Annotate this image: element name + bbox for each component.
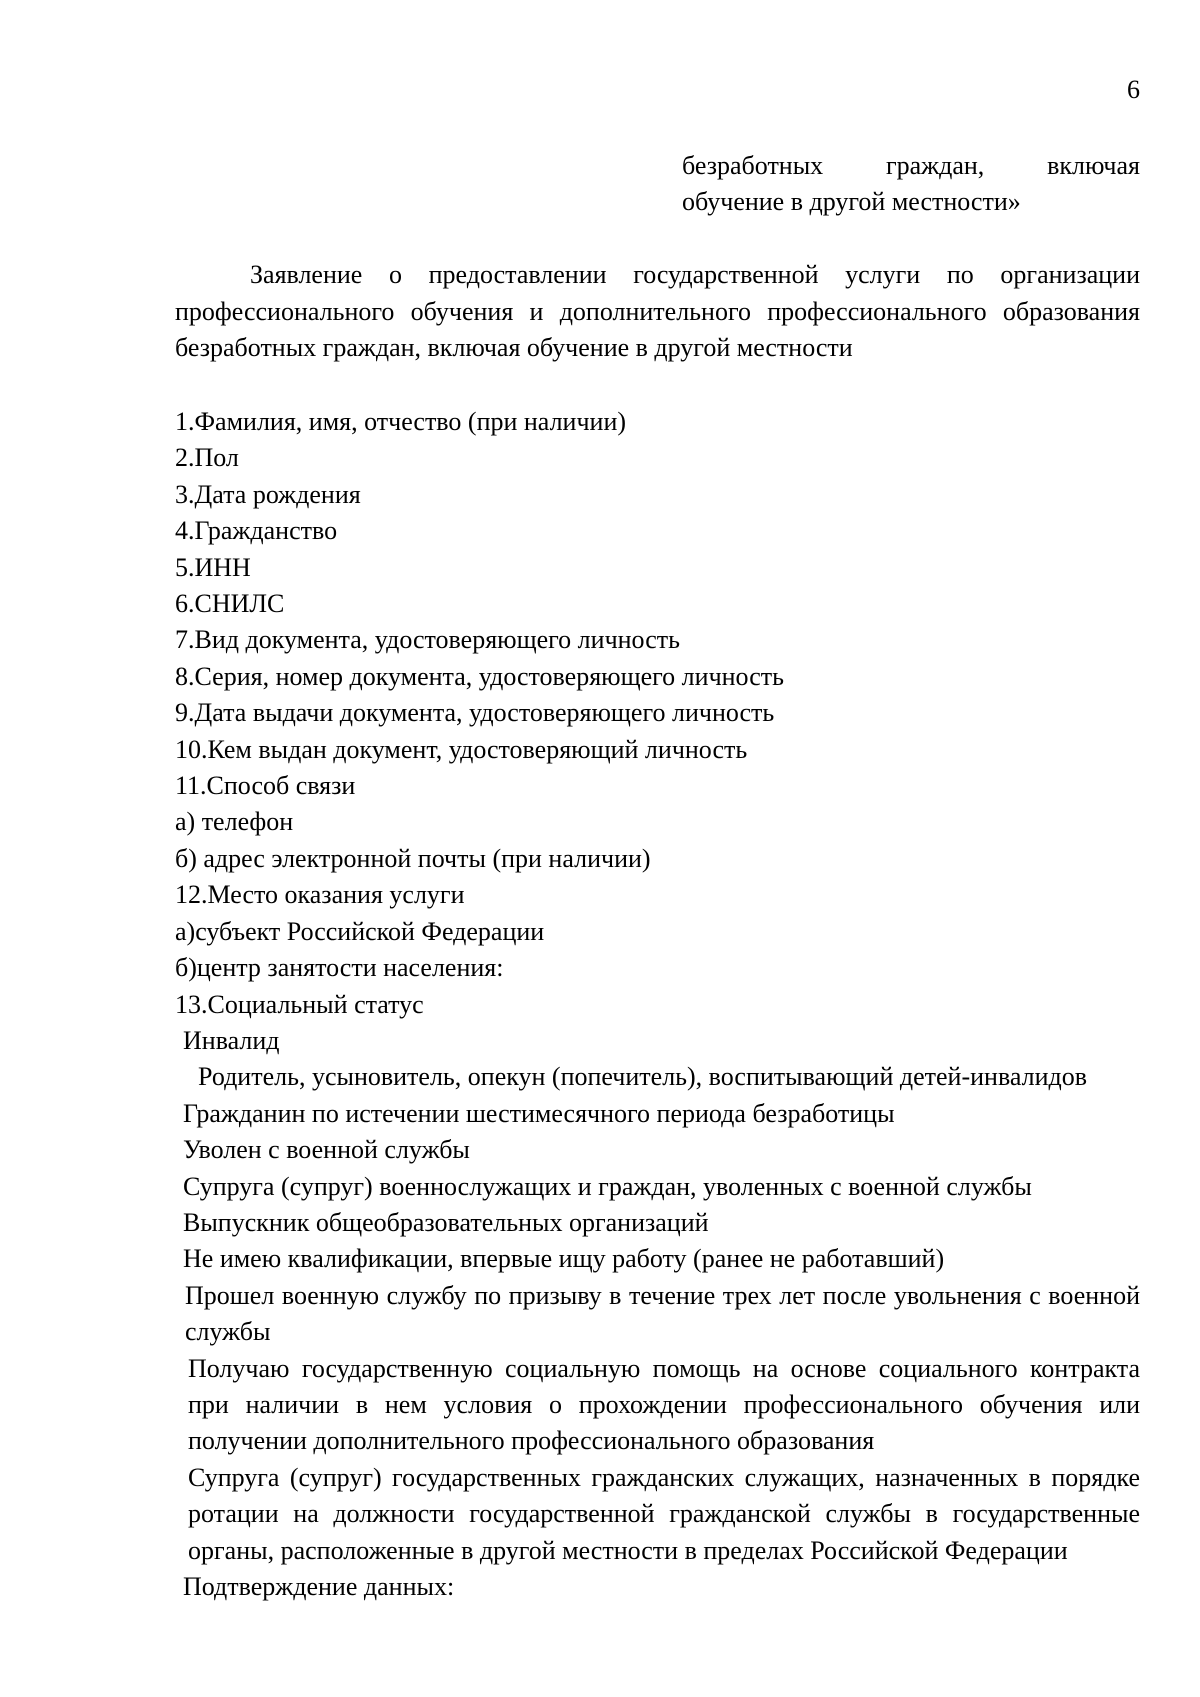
page-number: 6 [1127,75,1140,104]
status-social-contract: Получаю государственную социальную помощь на основе социального контракта при наличии в нем условия о прохождении профессионального обучения или получении дополнительного профессионального образования [188,1353,1140,1456]
field-federal-subject: а)субъект Российской Федерации [175,916,545,946]
field-citizenship: 4.Гражданство [175,516,338,546]
field-social-status: 13.Социальный статус [175,989,424,1019]
field-id-document-issuer: 10.Кем выдан документ, удостоверяющий личность [175,734,748,764]
header-line-2: обучение в другой местности» [682,187,1021,216]
status-no-qualification: Не имею квалификации, впервые ищу работу (ранее не работавший) [183,1244,945,1274]
document-header [682,148,1140,220]
field-phone: а) телефон [175,807,294,837]
field-snils: 6.СНИЛС [175,589,285,619]
field-employment-center: б)центр занятости населения: [175,953,504,983]
status-school-graduate: Выпускник общеобразовательных организаций [183,1207,709,1237]
application-fields [175,404,1140,1605]
field-contact-method: 11.Способ связи [175,771,356,801]
field-id-document-type: 7.Вид документа, удостоверяющего личность [175,625,680,655]
header-word: включая [1047,151,1140,180]
field-full-name: 1.Фамилия, имя, отчество (при наличии) [175,407,627,436]
status-disabled: Инвалид [183,1025,280,1055]
data-confirmation: Подтверждение данных: [183,1572,455,1601]
field-id-document-number: 8.Серия, номер документа, удостоверяющего личность [175,661,784,691]
status-military-spouse: Супруга (супруг) военнослужащих и граждан, уволенных с военной службы [183,1171,1032,1201]
status-conscript-service: Прошел военную службу по призыву в течение трех лет после увольнения с военной службы [185,1280,1140,1347]
header-word: безработных [682,151,824,180]
header-word: граждан, [885,151,985,180]
field-sex: 2.Пол [175,443,239,473]
status-discharged-military: Уволен с военной службы [183,1135,470,1165]
header-line-1 [682,148,1140,184]
status-parent-of-disabled-child: Родитель, усыновитель, опекун (попечитель), воспитывающий детей-инвалидов [198,1062,1088,1092]
field-email: б) адрес электронной почты (при наличии) [175,843,651,873]
document-title: Заявление о предоставлении государственной услуги по организации профессионального обучения и дополнительного профессионального образования безработных граждан, включая обучение в другой местности [175,260,1140,362]
field-inn: 5.ИНН [175,552,251,582]
status-long-term-unemployed: Гражданин по истечении шестимесячного периода безработицы [183,1098,895,1128]
field-id-document-date: 9.Дата выдачи документа, удостоверяющего личность [175,698,775,728]
field-birth-date: 3.Дата рождения [175,479,361,509]
field-service-location: 12.Место оказания услуги [175,880,465,910]
status-civil-servant-spouse: Супруга (супруг) государственных гражданских служащих, назначенных в порядке ротации на должности государственной гражданской службы в государственные органы, расположенные в другой местности в пределах Российской Федерации [188,1462,1140,1565]
